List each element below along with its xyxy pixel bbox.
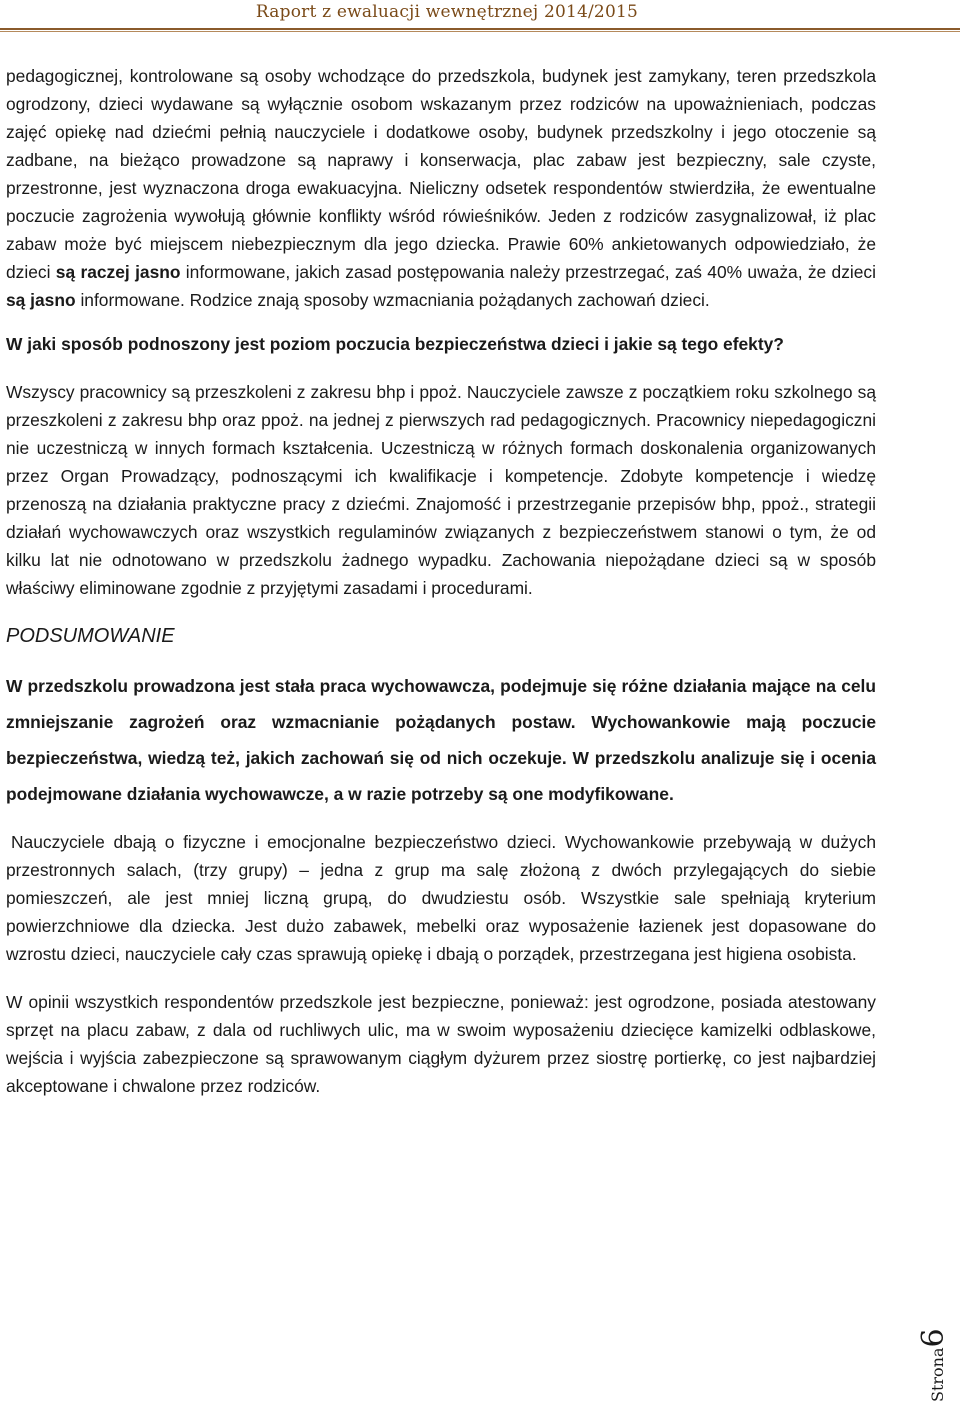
emphasis-clear: są jasno (6, 290, 76, 310)
paragraph-text: informowane. Rodzice znają sposoby wzmacniania pożądanych zachowań dzieci. (75, 290, 710, 310)
paragraph-text: informowane, jakich zasad postępowania należy przestrzegać, zaś 40% uważa, że dzieci (180, 262, 876, 282)
page-header (0, 0, 960, 40)
page-label: Strona (928, 1347, 947, 1402)
page-footer (910, 1302, 958, 1402)
page-number (916, 1328, 951, 1402)
summary-bold-paragraph: W przedszkolu prowadzona jest stała praca wychowawcza, podejmuje się różne działania mające na celu zmniejszanie zagrożeń oraz wzmacnianie pożądanych postaw. Wychowankowie mają poczucie bezpieczeństwa, wiedzą też, jakich zachowań się od nich oczekuje. W przedszkolu analizuje się i ocenia podejmowane działania wychowawcze, a w razie potrzeby są one modyfikowane. (6, 676, 876, 804)
paragraph-respondents-opinion: W opinii wszystkich respondentów przedszkole jest bezpieczne, ponieważ: jest ogrodzone, posiada atestowany sprzęt na placu zabaw, z dala od ruchliwych ulic, ma w swoim wyposażeniu dziecięce kamizelki odblaskowe, wejścia i wyjścia zabezpieczone są sprawowanym ciągłym dyżurem przez siostrę portierkę, co jest najbardziej akceptowane i chwalone przez rodziców. (6, 992, 876, 1096)
section-heading-summary: PODSUMOWANIE (6, 625, 175, 647)
document-body (6, 62, 876, 1100)
header-rule-thin (0, 31, 960, 32)
page-number-value: 6 (916, 1328, 951, 1348)
paragraph-staff-training: Wszyscy pracownicy są przeszkoleni z zakresu bhp i ppoż. Nauczyciele zawsze z początkiem roku szkolnego są przeszkoleni z zakresu bhp oraz ppoż. na jednej z pierwszych rad pedagogicznych. Pracownicy niepedagogiczni nie uczestniczą w innych formach kształcenia. Uczestniczą w różnych formach doskonalenia organizowanych przez Organ Prowadzący, podnoszącymi ich kwalifikacje i kompetencje. Zdobyte kompetencje i wiedzę przenoszą na działania praktyczne pracy z dziećmi. Znajomość i przestrzeganie przepisów bhp, ppoż., strategii działań wychowawczych oraz wszystkich regulaminów związanych z bezpieczeństwem stanowi o tym, że od kilku lat nie odnotowano w przedszkolu żadnego wypadku. Zachowania niepożądane dzieci są w sposób właściwy eliminowane zgodnie z przyjętymi zasadami i procedurami. (6, 382, 876, 598)
paragraph-teachers-care: Nauczyciele dbają o fizyczne i emocjonalne bezpieczeństwo dzieci. Wychowankowie przebywają w dużych przestronnych salach, (trzy grupy) – jedna z grup ma salę złożoną z dwóch przylegających do siebie pomieszczeń, ale jest mniej liczną grupą, do dwudziestu osób. Wszystkie sale spełniają kryterium powierzchniowe dla dziecka. Jest dużo zabawek, mebelki oraz wyposażenie łazienek jest dopasowane do wzrostu dzieci, nauczyciele cały czas sprawują opiekę i dbają o porządek, przestrzegana jest higiena osobista. (6, 832, 876, 964)
question-heading: W jaki sposób podnoszony jest poziom poczucia bezpieczeństwa dzieci i jakie są tego efekty? (6, 334, 784, 354)
header-title: Raport z ewaluacji wewnętrznej 2014/2015 (255, 2, 638, 22)
paragraph-text: pedagogicznej, kontrolowane są osoby wchodzące do przedszkola, budynek jest zamykany, teren przedszkola ogrodzony, dzieci wydawane są wyłącznie osobom wskazanym przez rodziców na upoważnieniach, podczas zajęć opiekę nad dziećmi pełnią nauczyciele i dodatkowe osoby, budynek przedszkolny i jego otoczenie są zadbane, na bieżąco prowadzone są naprawy i konserwacja, plac zabaw jest bezpieczny, sale czyste, przestronne, jest wyznaczona droga ewakuacyjna. Nieliczny odsetek respondentów stwierdziła, że ewentualne poczucie zagrożenia wywołują głównie konflikty wśród rówieśników. Jeden z rodziców zasygnalizował, iż plac zabaw może być miejscem niebezpiecznym dla jego dziecka. Prawie 60% ankietowanych odpowiedziało, że dzieci (6, 66, 876, 282)
emphasis-rather-clear: są raczej jasno (55, 262, 181, 282)
paragraph-safety-measures (6, 62, 876, 314)
header-rule (0, 28, 960, 30)
